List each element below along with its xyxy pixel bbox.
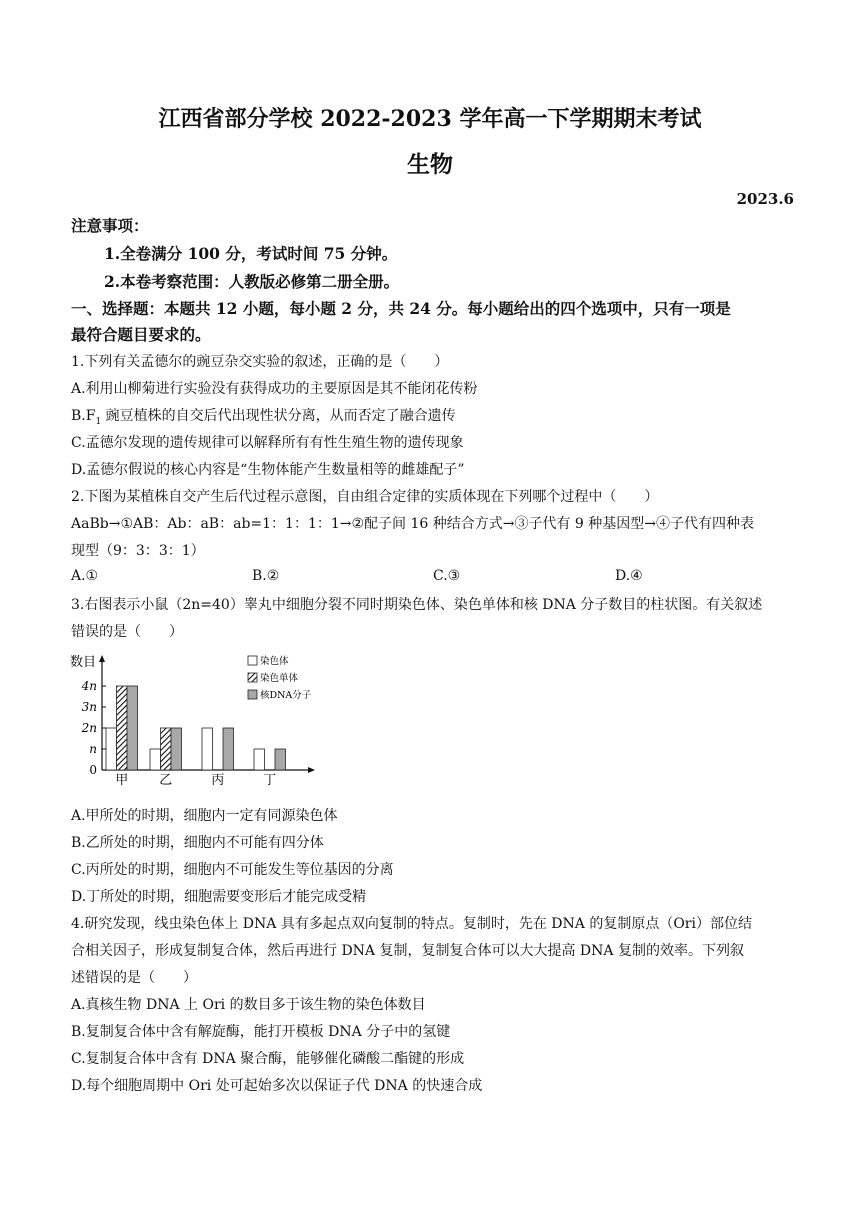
- q3-stem-line-2: 错误的是（ ）: [71, 624, 183, 640]
- subject-title: 生物: [407, 151, 453, 178]
- q4-option-c: C.复制复合体中含有 DNA 聚合酶，能够催化磷酸二酯键的形成: [71, 1051, 465, 1067]
- legend-label: 染色单体: [260, 673, 299, 684]
- legend-swatch: [248, 673, 257, 682]
- legend-label: 核DNA分子: [260, 690, 312, 701]
- bar: [275, 749, 286, 770]
- q2-process-line-1: AaBb→①AB：Ab：aB：ab=1：1：1：1→②配子间 16 种结合方式→③子代有 9 种基因型→④子代有四种表: [71, 516, 755, 532]
- q1-option-b-subscript: 1: [95, 416, 102, 427]
- q1-option-d: D.孟德尔假说的核心内容是“生物体能产生数量相等的雌雄配子”: [71, 462, 465, 478]
- q4-option-d: D.每个细胞周期中 Ori 处可起始多次以保证子代 DNA 的快速合成: [71, 1078, 483, 1094]
- x-axis-arrow: [308, 767, 315, 773]
- y-tick-label: 0: [89, 763, 97, 777]
- bar: [150, 749, 161, 770]
- q2-option-a: A.①: [71, 568, 99, 584]
- bar: [223, 728, 234, 770]
- q1-option-a: A.利用山柳菊进行实验没有获得成功的主要原因是其不能闭花传粉: [71, 381, 478, 397]
- bar: [202, 728, 213, 770]
- y-axis-label: 数目: [70, 655, 97, 670]
- bar: [161, 728, 172, 770]
- exam-title: 江西省部分学校 2022-2023 学年高一下学期期末考试: [158, 106, 702, 132]
- y-tick-label: 2n: [81, 721, 97, 735]
- q3-option-c: C.丙所处的时期，细胞内不可能发生等位基因的分离: [71, 862, 394, 878]
- q2-option-c: C.③: [433, 568, 461, 584]
- q1-option-b-prefix: B.F: [71, 408, 96, 424]
- q3-option-d: D.丁所处的时期，细胞需要变形后才能完成受精: [71, 889, 367, 905]
- q1-stem: 1.下列有关孟德尔的豌豆杂交实验的叙述，正确的是（ ）: [71, 354, 449, 370]
- legend-label: 染色体: [260, 656, 289, 667]
- q2-stem: 2.下图为某植株自交产生后代过程示意图，自由组合定律的实质体现在下列哪个过程中（ ）: [71, 489, 659, 505]
- q2-option-b: B.②: [252, 568, 280, 584]
- notice-item-2: 2.本卷考察范围：人教版必修第二册全册。: [104, 272, 400, 291]
- x-tick-label: 甲: [115, 773, 129, 788]
- chromosome-bar-chart: [66, 652, 326, 792]
- legend-swatch: [248, 690, 257, 699]
- y-axis-arrow: [99, 655, 105, 662]
- bar: [254, 749, 265, 770]
- y-tick-label: 4n: [81, 679, 97, 693]
- section-heading-line-1: 一、选择题：本题共 12 小题，每小题 2 分，共 24 分。每小题给出的四个选项中，只有一项是: [71, 299, 731, 318]
- bar: [106, 728, 117, 770]
- y-tick-label: n: [89, 742, 97, 756]
- x-tick-label: 乙: [159, 773, 173, 788]
- q4-stem-line-2: 合相关因子，形成复制复合体，然后再进行 DNA 复制，复制复合体可以大大提高 DNA 复制的效率。下列叙: [71, 943, 744, 959]
- q1-option-b-text: 豌豆植株的自交后代出现性状分离，从而否定了融合遗传: [101, 408, 456, 424]
- q1-option-c: C.孟德尔发现的遗传规律可以解释所有有性生殖生物的遗传现象: [71, 435, 464, 451]
- section-heading-line-2: 最符合题目要求的。: [71, 325, 211, 344]
- q4-stem-line-1: 4.研究发现，线虫染色体上 DNA 具有多起点双向复制的特点。复制时，先在 DNA 的复制原点（Ori）部位结: [71, 916, 752, 932]
- q1-option-b: [71, 406, 796, 432]
- q3-stem-line-1: 3.右图表示小鼠（2n=40）睾丸中细胞分裂不同时期染色体、染色单体和核 DNA 分子数目的柱状图。有关叙述: [71, 597, 763, 613]
- q2-option-d: D.④: [615, 568, 643, 584]
- notice-item-1: 1.全卷满分 100 分，考试时间 75 分钟。: [104, 244, 398, 263]
- legend-swatch: [248, 656, 257, 665]
- x-tick-label: 丁: [263, 773, 277, 788]
- q4-option-a: A.真核生物 DNA 上 Ori 的数目多于该生物的染色体数目: [71, 997, 426, 1013]
- bar: [127, 686, 138, 770]
- bar: [117, 686, 128, 770]
- notice-heading: 注意事项：: [71, 216, 149, 235]
- y-tick-label: 3n: [81, 700, 97, 714]
- exam-date: 2023.6: [736, 190, 794, 208]
- q3-option-a: A.甲所处的时期，细胞内一定有同源染色体: [71, 808, 338, 824]
- q2-process-line-2: 现型（9：3：3：1）: [71, 543, 205, 559]
- x-tick-label: 丙: [211, 773, 225, 788]
- q4-stem-line-3: 述错误的是（ ）: [71, 970, 197, 986]
- q3-option-b: B.乙所处的时期，细胞内不可能有四分体: [71, 835, 324, 851]
- q4-option-b: B.复制复合体中含有解旋酶，能打开模板 DNA 分子中的氢键: [71, 1024, 451, 1040]
- bar: [171, 728, 182, 770]
